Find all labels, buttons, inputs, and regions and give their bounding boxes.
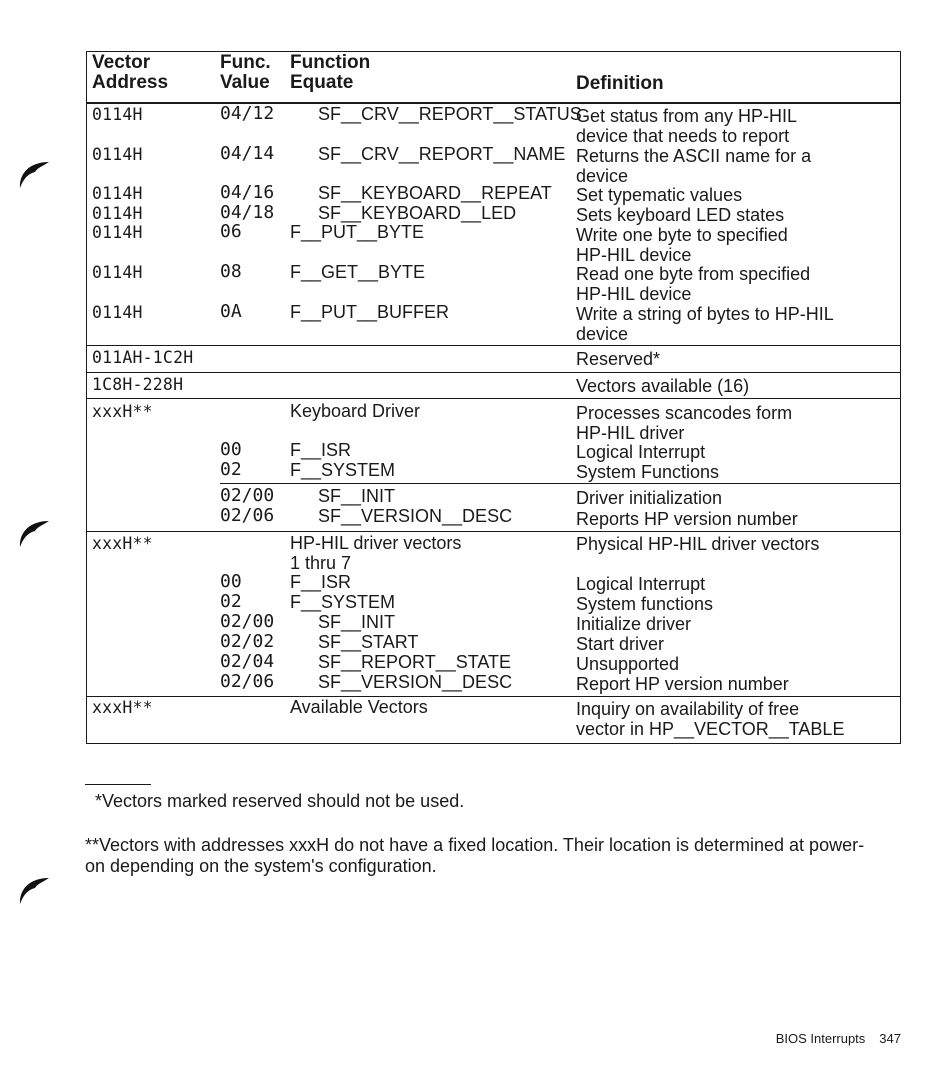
- function-equate: SF__START: [318, 632, 419, 652]
- definition: Driver initialization: [576, 488, 723, 508]
- definition: System functions: [576, 594, 714, 614]
- margin-punch-mark-icon: [17, 515, 51, 549]
- header-vector-address-line1: Vector: [92, 52, 151, 73]
- function-equate: F__SYSTEM: [290, 592, 396, 612]
- row-rule: [87, 696, 900, 697]
- func-value: 00: [220, 571, 242, 592]
- vector-address: 0114H: [92, 204, 143, 223]
- function-equate: SF__REPORT__STATE: [318, 652, 512, 672]
- function-equate: SF__CRV__REPORT__STATUS: [318, 104, 582, 124]
- definition: Returns the ASCII name for a device: [576, 146, 812, 186]
- vector-address: 011AH-1C2H: [92, 348, 194, 367]
- page-footer: [776, 1031, 901, 1046]
- definition: Sets keyboard LED states: [576, 205, 785, 225]
- definition: Logical Interrupt: [576, 574, 706, 594]
- func-value: 02/00: [220, 611, 275, 632]
- vector-address: 1C8H-228H: [92, 375, 184, 394]
- function-equate: SF__KEYBOARD__LED: [318, 203, 517, 223]
- header-vector-address-line2: Address: [92, 72, 169, 93]
- footer-section-title: BIOS Interrupts: [775, 1031, 866, 1046]
- func-value: 02/00: [220, 485, 275, 506]
- function-equate: F__ISR: [290, 572, 352, 592]
- func-value: 04/18: [220, 202, 275, 223]
- definition: Set typematic values: [576, 185, 743, 205]
- function-equate: F__PUT__BUFFER: [290, 302, 450, 322]
- definition: Vectors available (16): [576, 376, 750, 396]
- row-rule: [220, 483, 900, 484]
- row-rule: [87, 372, 900, 373]
- footnote-reserved: *Vectors marked reserved should not be used.: [95, 791, 465, 811]
- definition: Physical HP-HIL driver vectors: [576, 534, 820, 554]
- page-number: 347: [879, 1031, 901, 1046]
- function-equate: F__ISR: [290, 440, 352, 460]
- func-value: 04/14: [220, 143, 275, 164]
- vector-address: xxxH**: [92, 698, 153, 717]
- func-value: 06: [220, 221, 242, 242]
- func-value: 02/02: [220, 631, 275, 652]
- definition: Read one byte from specified HP-HIL device: [576, 264, 811, 304]
- header-definition: Definition: [576, 73, 664, 94]
- vector-address: 0114H: [92, 105, 143, 124]
- vector-address: 0114H: [92, 223, 143, 242]
- row-rule: [87, 345, 900, 346]
- function-equate: F__PUT__BYTE: [290, 222, 425, 242]
- row-rule: [87, 531, 900, 532]
- definition: Write a string of bytes to HP-HIL device: [576, 304, 834, 344]
- vector-address: xxxH**: [92, 402, 153, 421]
- function-equate: SF__VERSION__DESC: [318, 672, 513, 692]
- definition: Write one byte to specified HP-HIL device: [576, 225, 788, 265]
- function-equate: SF__INIT: [318, 612, 396, 632]
- definition: Get status from any HP-HIL device that needs to report: [576, 106, 798, 146]
- definition: Reserved*: [576, 349, 661, 369]
- function-equate: F__GET__BYTE: [290, 262, 426, 282]
- footnote-xxxh: **Vectors with addresses xxxH do not have a fixed location. Their location is determined at power-on depending on the system's configuration.: [85, 835, 865, 876]
- definition: Unsupported: [576, 654, 680, 674]
- vector-address: 0114H: [92, 263, 143, 282]
- definition: Start driver: [576, 634, 665, 654]
- margin-punch-mark-icon: [17, 872, 51, 906]
- definition: Report HP version number: [576, 674, 789, 694]
- definition: System Functions: [576, 462, 720, 482]
- func-value: 02/06: [220, 505, 275, 526]
- vector-address: xxxH**: [92, 534, 153, 553]
- function-equate: SF__CRV__REPORT__NAME: [318, 144, 566, 164]
- function-equate: SF__VERSION__DESC: [318, 506, 513, 526]
- function-equate: HP-HIL driver vectors 1 thru 7: [290, 533, 462, 573]
- function-equate: F__SYSTEM: [290, 460, 396, 480]
- function-equate: Available Vectors: [290, 697, 428, 717]
- vector-address: 0114H: [92, 303, 143, 322]
- definition: Initialize driver: [576, 614, 692, 634]
- function-equate: SF__KEYBOARD__REPEAT: [318, 183, 552, 203]
- footnote-rule: [85, 784, 151, 785]
- function-equate: Keyboard Driver: [290, 401, 421, 421]
- vector-address: 0114H: [92, 184, 143, 203]
- margin-punch-mark-icon: [17, 156, 51, 190]
- function-equate: SF__INIT: [318, 486, 396, 506]
- func-value: 02: [220, 459, 242, 480]
- definition: Inquiry on availability of free vector in HP__VECTOR__TABLE: [576, 699, 845, 739]
- func-value: 04/12: [220, 103, 275, 124]
- func-value: 02/06: [220, 671, 275, 692]
- func-value: 04/16: [220, 182, 275, 203]
- header-function-equate-line2: Equate: [290, 72, 354, 93]
- func-value: 02: [220, 591, 242, 612]
- header-func-value-line1: Func.: [220, 52, 271, 73]
- header-func-value-line2: Value: [220, 72, 270, 93]
- vector-table: [86, 51, 901, 744]
- func-value: 00: [220, 439, 242, 460]
- func-value: 08: [220, 261, 242, 282]
- row-rule: [87, 398, 900, 399]
- definition: Processes scancodes form HP-HIL driver: [576, 403, 793, 443]
- func-value: 02/04: [220, 651, 275, 672]
- vector-address: 0114H: [92, 145, 143, 164]
- definition: Reports HP version number: [576, 509, 798, 529]
- definition: Logical Interrupt: [576, 442, 706, 462]
- header-function-equate-line1: Function: [290, 52, 371, 73]
- func-value: 0A: [220, 301, 242, 322]
